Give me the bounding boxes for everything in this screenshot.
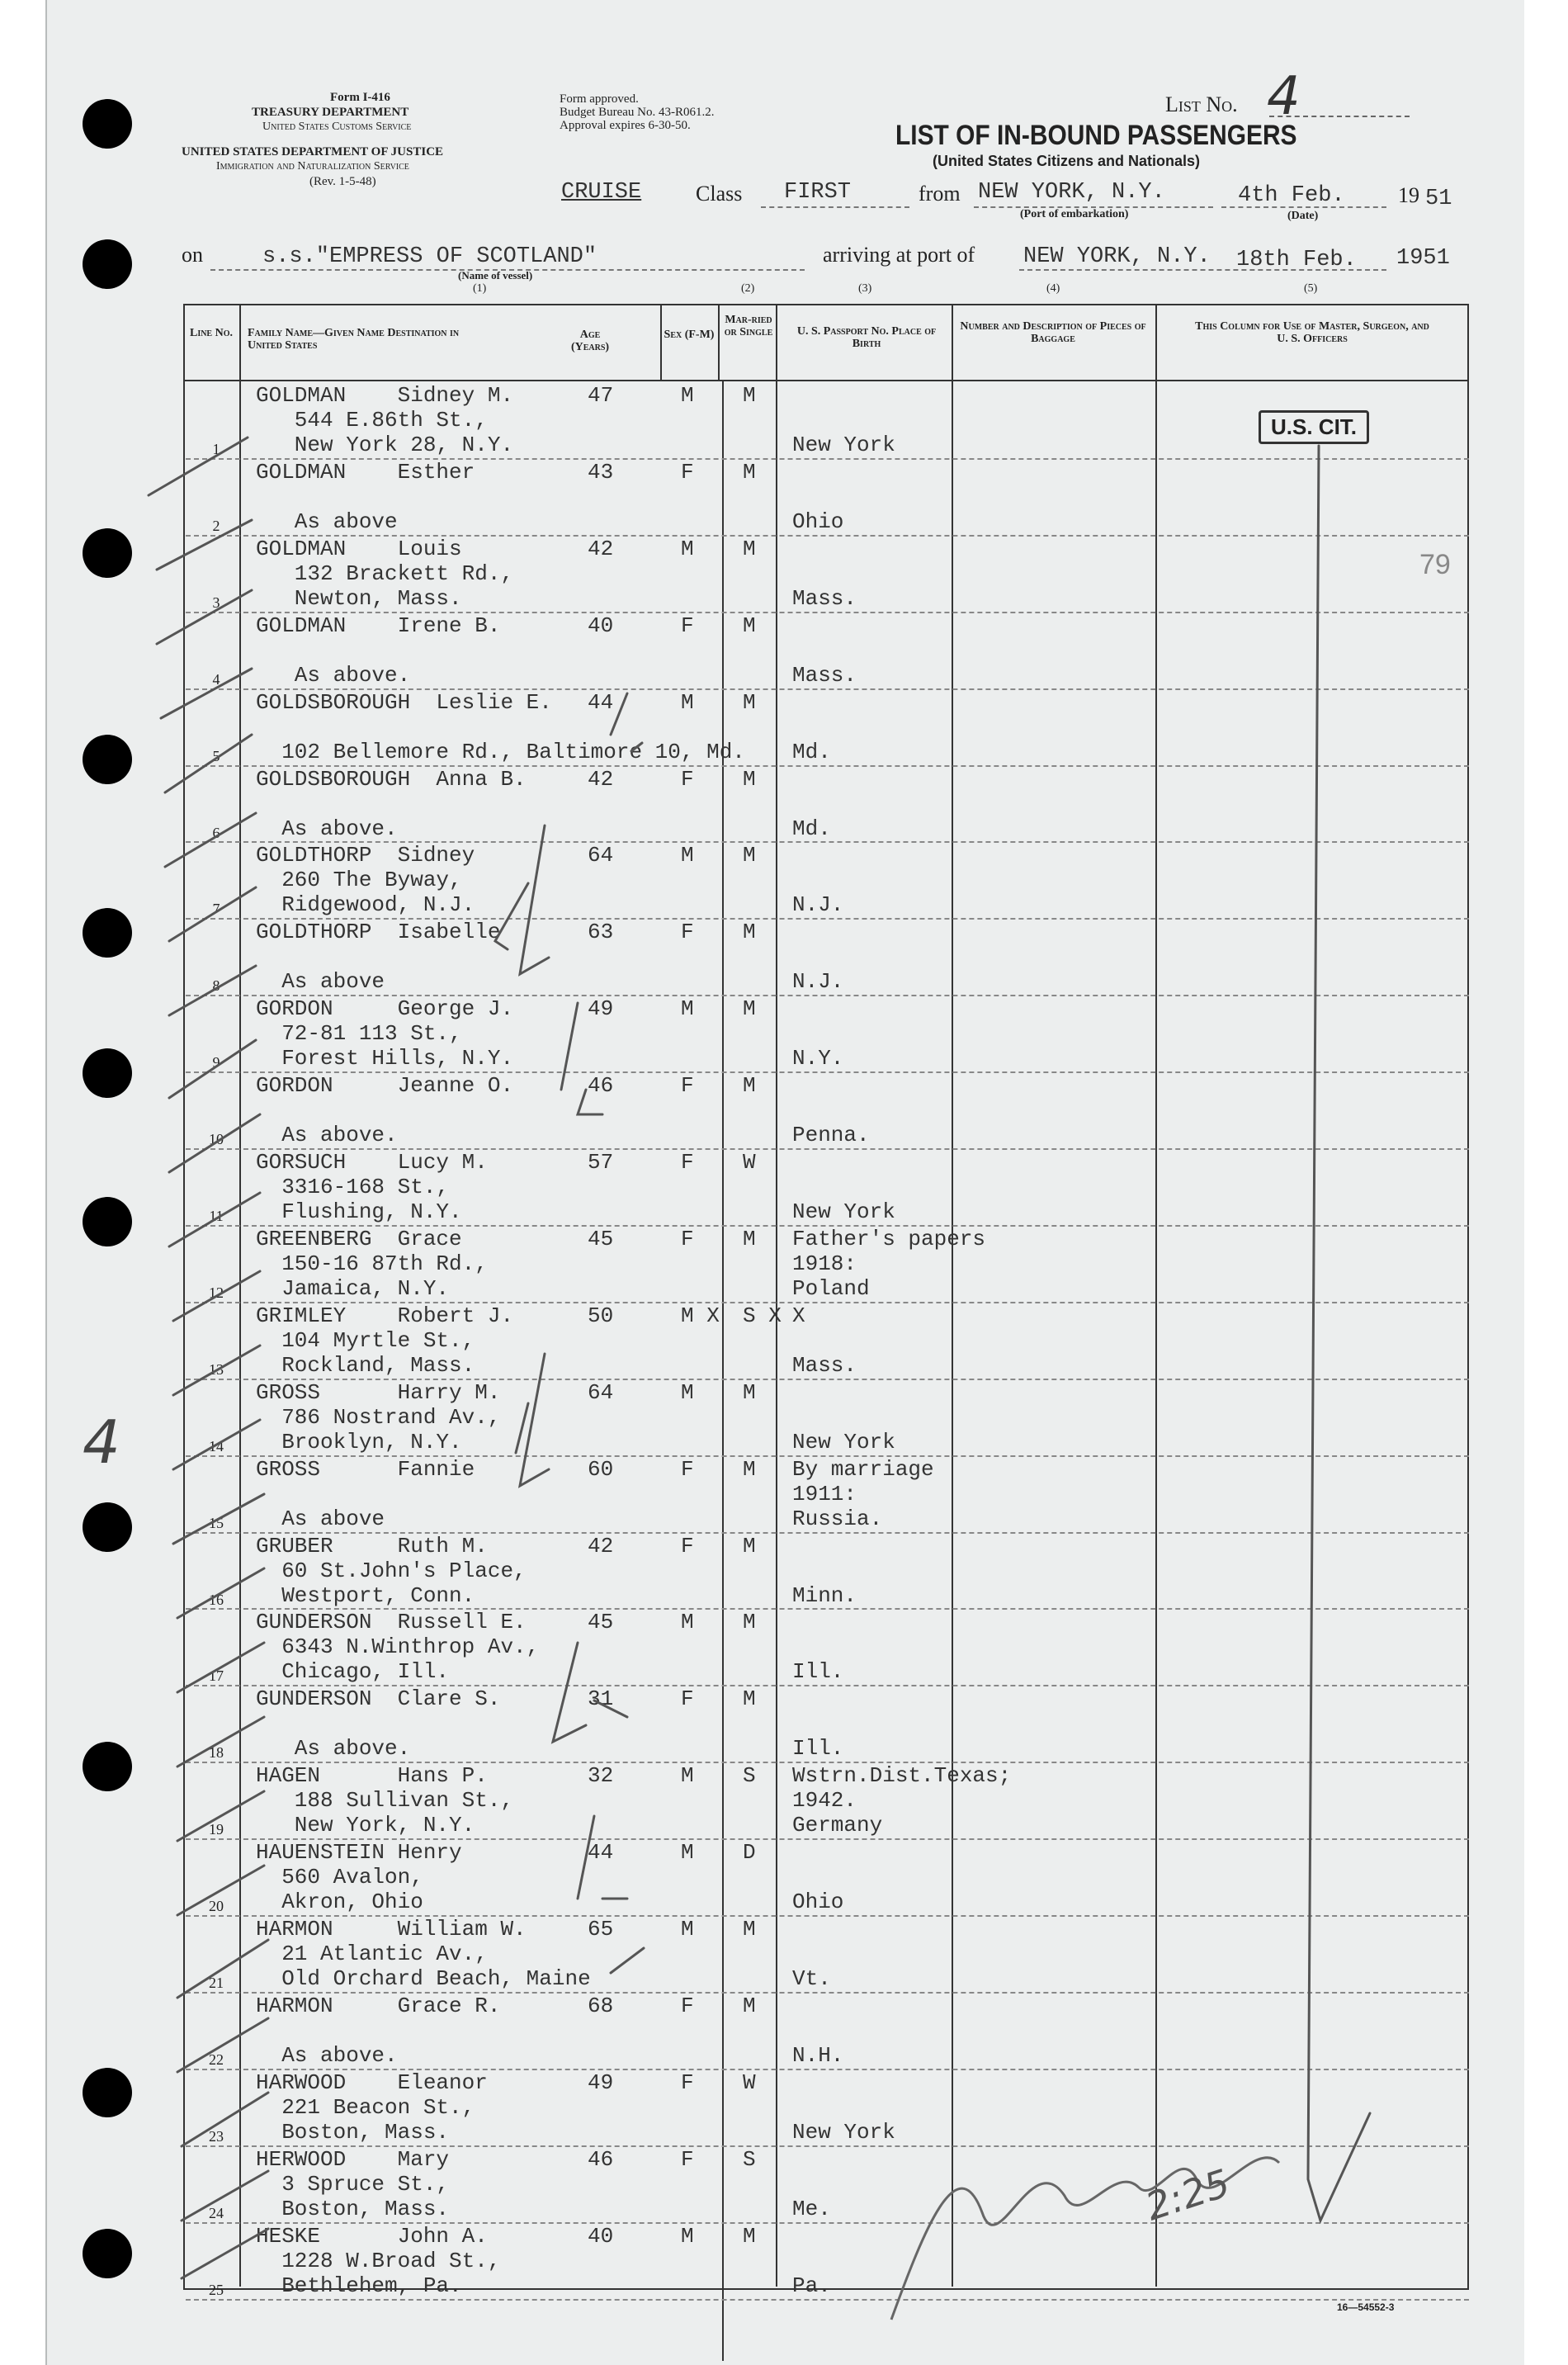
passenger-address-2: Akron, Ohio: [256, 1890, 423, 1915]
ins-service: Immigration and Naturalization Service: [216, 160, 409, 173]
passenger-address-1: 544 E.86th St.,: [256, 408, 488, 433]
passenger-marital-status: W: [743, 1150, 756, 1175]
passenger-marital-status: S X: [743, 1303, 782, 1328]
passenger-address-2: As above.: [256, 1123, 398, 1148]
passenger-marital-status: M: [743, 1226, 756, 1251]
passenger-name: GOLDMAN Sidney M.: [256, 383, 514, 408]
passenger-marital-status: M: [743, 1686, 756, 1712]
passenger-age: 42: [588, 536, 614, 561]
passenger-address-2: As above: [256, 969, 385, 995]
passenger-marital-status: M: [743, 689, 756, 715]
port-caption: (Port of embarkation): [1020, 208, 1129, 220]
passenger-sex: M: [681, 1610, 694, 1635]
passenger-marital-status: M: [743, 613, 756, 638]
passenger-address-1: 72-81 113 St.,: [256, 1021, 462, 1047]
arrival-port: NEW YORK, N.Y.: [1023, 244, 1211, 269]
passenger-marital-status: M: [743, 383, 756, 408]
passenger-age: 44: [588, 1840, 614, 1866]
line-number: 6: [212, 824, 220, 841]
passenger-marital-status: W: [743, 2069, 756, 2095]
passenger-marital-status: M: [743, 1917, 756, 1942]
line-number: 18: [209, 1744, 224, 1762]
header-passport: U. S. Passport No. Place of Birth: [796, 325, 937, 350]
birth-place: New York: [792, 1199, 895, 1224]
passenger-sex: M: [681, 1763, 694, 1789]
birth-place: Vt.: [792, 1966, 831, 1991]
passenger-address-1: 60 St.John's Place,: [256, 1558, 527, 1583]
passenger-name: HAGEN Hans P.: [256, 1763, 488, 1789]
passenger-age: 47: [588, 383, 614, 408]
passenger-address-1: 150-16 87th Rd.,: [256, 1251, 488, 1276]
us-citizen-stamp: U.S. CIT.: [1259, 410, 1369, 444]
passenger-age: 68: [588, 1993, 614, 2018]
justice-dept: UNITED STATES DEPARTMENT OF JUSTICE: [182, 145, 444, 158]
birth-line-2: 1942.: [792, 1788, 857, 1814]
passenger-sex: F: [681, 1226, 694, 1251]
birth-place: Mass.: [792, 662, 857, 688]
passenger-age: 31: [588, 1686, 614, 1712]
passenger-marital-status: M: [743, 996, 756, 1022]
passenger-name: GOLDTHORP Sidney: [256, 843, 475, 868]
birth-place: Poland: [792, 1275, 870, 1301]
passenger-marital-status: S: [743, 1763, 756, 1789]
line-number: 23: [209, 2127, 224, 2145]
approval-line-3: Approval expires 6-30-50.: [560, 119, 691, 132]
passenger-age: 45: [588, 1610, 614, 1635]
passenger-address-2: Chicago, Ill.: [256, 1659, 450, 1685]
passenger-address-1: 786 Nostrand Av.,: [256, 1404, 501, 1430]
passenger-address-2: New York 28, N.Y.: [256, 433, 514, 457]
date-caption: (Date): [1287, 210, 1319, 222]
line-number: 19: [209, 1821, 224, 1838]
passenger-age: 63: [588, 920, 614, 945]
passenger-name: GUNDERSON Clare S.: [256, 1686, 501, 1712]
passenger-name: HARMON William W.: [256, 1917, 527, 1942]
birth-place: N.J.: [792, 892, 844, 918]
birth-place: Me.: [792, 2196, 831, 2221]
passenger-address-1: 21 Atlantic Av.,: [256, 1942, 488, 1966]
form-number: Form I-416: [330, 91, 390, 104]
birth-place: Russia.: [792, 1506, 883, 1531]
birth-place: New York: [792, 2119, 895, 2145]
birth-place: N.Y.: [792, 1046, 844, 1071]
passenger-sex: F: [681, 766, 694, 792]
col-number-2: (2): [741, 282, 755, 295]
passenger-sex: F: [681, 920, 694, 945]
passenger-age: 64: [588, 1379, 614, 1405]
passenger-sex: F: [681, 1456, 694, 1482]
passenger-address-2: As above: [256, 508, 398, 534]
passenger-name: GROSS Harry M.: [256, 1379, 501, 1405]
passenger-age: 50: [588, 1303, 614, 1328]
passenger-sex: F: [681, 1686, 694, 1712]
passenger-name: GOLDSBOROUGH Anna B.: [256, 766, 527, 792]
passenger-name: GUNDERSON Russell E.: [256, 1610, 527, 1635]
birth-place: Mass.: [792, 585, 857, 611]
handwritten-signature: 2:25: [1140, 2160, 1235, 2230]
line-number: 20: [209, 1898, 224, 1915]
passenger-sex: F: [681, 1533, 694, 1559]
birth-place: N.H.: [792, 2042, 844, 2068]
treasury-dept: TREASURY DEPARTMENT: [252, 106, 409, 119]
birth-place: Penna.: [792, 1123, 870, 1148]
passenger-address-2: As above.: [256, 2042, 398, 2068]
passenger-address-2: As above.: [256, 1736, 411, 1762]
passenger-age: 44: [588, 689, 614, 715]
passenger-address-2: Newton, Mass.: [256, 585, 462, 611]
passenger-sex: M: [681, 843, 694, 868]
passenger-age: 57: [588, 1150, 614, 1175]
from-port: NEW YORK, N.Y.: [978, 180, 1165, 205]
line-number: 4: [212, 670, 220, 688]
passenger-marital-status: M: [743, 459, 756, 485]
passenger-age: 42: [588, 1533, 614, 1559]
col-number-1: (1): [473, 282, 487, 295]
birth-line-2: 1911:: [792, 1481, 857, 1507]
passenger-sex: M X: [681, 1303, 720, 1328]
passenger-address-1: 3316-168 St.,: [256, 1175, 450, 1199]
vessel-name: s.s."EMPRESS OF SCOTLAND": [262, 244, 597, 269]
col-number-3: (3): [858, 282, 872, 295]
passenger-sex: M: [681, 1840, 694, 1866]
arriving-label: arriving at port of: [823, 243, 975, 267]
passenger-address-2: Rockland, Mass.: [256, 1352, 475, 1378]
passenger-name: GOLDMAN Louis: [256, 536, 462, 561]
passenger-address-1: 188 Sullivan St.,: [256, 1788, 514, 1814]
birth-line-1: Father's papers: [792, 1226, 986, 1251]
passenger-marital-status: M: [743, 2223, 756, 2249]
passenger-age: 45: [588, 1226, 614, 1251]
passenger-address-1: 3 Spruce St.,: [256, 2171, 450, 2197]
line-number: 22: [209, 2050, 224, 2068]
passenger-age: 46: [588, 1073, 614, 1099]
passenger-name: HAUENSTEIN Henry: [256, 1840, 462, 1866]
passenger-address-2: Forest Hills, N.Y.: [256, 1046, 514, 1071]
line-number: 14: [209, 1437, 224, 1454]
passenger-age: 40: [588, 613, 614, 638]
list-label: List No.: [1165, 92, 1238, 116]
passenger-age: 49: [588, 996, 614, 1022]
passenger-age: 60: [588, 1456, 614, 1482]
passenger-address-1: 260 The Byway,: [256, 868, 462, 893]
line-number: 13: [209, 1360, 224, 1378]
passenger-address-2: Flushing, N.Y.: [256, 1199, 462, 1224]
passenger-sex: M: [681, 2223, 694, 2249]
passenger-address-1: 6343 N.Winthrop Av.,: [256, 1634, 540, 1660]
passenger-name: HESKE John A.: [256, 2223, 488, 2249]
passenger-address-1: 1228 W.Broad St.,: [256, 2248, 501, 2273]
from-year: 51: [1425, 187, 1452, 211]
birth-place: Mass.: [792, 1352, 857, 1378]
class-label: Class: [696, 182, 743, 206]
line-number: 11: [209, 1208, 224, 1224]
vessel-caption: (Name of vessel): [458, 269, 533, 281]
passenger-sex: F: [681, 459, 694, 485]
passenger-age: 40: [588, 2223, 614, 2249]
header-line-no: Line No.: [189, 327, 233, 339]
passenger-name: GOLDMAN Irene B.: [256, 613, 501, 638]
line-number: 21: [209, 1975, 224, 1991]
passenger-address-2: Jamaica, N.Y.: [256, 1275, 450, 1301]
passenger-address-2: Boston, Mass.: [256, 2119, 450, 2145]
arrival-date: 18th Feb.: [1236, 248, 1357, 272]
passenger-address-2: Boston, Mass.: [256, 2196, 450, 2221]
passenger-name: GOLDSBOROUGH Leslie E.: [256, 689, 552, 715]
margin-note: 79: [1419, 549, 1451, 580]
cruise-value: CRUISE: [561, 180, 642, 205]
birth-place: N.J.: [792, 969, 844, 995]
passenger-marital-status: M: [743, 1993, 756, 2018]
line-number: 5: [212, 747, 220, 764]
passenger-address-2: As above.: [256, 662, 411, 688]
passenger-address-2: Ridgewood, N.J.: [256, 892, 475, 918]
passenger-sex: F: [681, 1073, 694, 1099]
passenger-name: GORDON George J.: [256, 996, 514, 1022]
passenger-sex: M: [681, 383, 694, 408]
passenger-sex: F: [681, 1150, 694, 1175]
header-name: Family Name—Given Name Destination in United States: [248, 327, 460, 352]
passenger-age: 46: [588, 2146, 614, 2172]
passenger-age: 42: [588, 766, 614, 792]
passenger-marital-status: M: [743, 843, 756, 868]
line-number: 10: [209, 1131, 224, 1148]
passenger-address-2: As above.: [256, 816, 398, 841]
form-code: 16—54552-3: [1337, 2301, 1395, 2313]
passenger-name: HERWOOD Mary: [256, 2146, 450, 2172]
passenger-address-2: New York, N.Y.: [256, 1813, 475, 1838]
birth-place: Ill.: [792, 1736, 844, 1762]
header-officers: This Column for Use of Master, Surgeon, and U. S. Officers: [1195, 320, 1429, 345]
passenger-address-2: As above: [256, 1506, 385, 1531]
arrival-year: 1951: [1396, 246, 1450, 271]
passenger-marital-status: M: [743, 1073, 756, 1099]
passenger-sex: F: [681, 2146, 694, 2172]
verification-line: [1308, 446, 1370, 2221]
approval-line-1: Form approved.: [560, 92, 639, 106]
birth-place: Ohio: [792, 508, 844, 534]
passenger-sex: F: [681, 613, 694, 638]
revision-date: (Rev. 1-5-48): [309, 175, 376, 188]
passenger-sex: F: [681, 1993, 694, 2018]
passenger-name: GOLDMAN Esther: [256, 459, 475, 485]
passenger-age: 49: [588, 2069, 614, 2095]
passenger-marital-status: M: [743, 766, 756, 792]
col-number-5: (5): [1304, 282, 1318, 295]
line-number: 25: [209, 2281, 224, 2298]
year-prefix: 19: [1398, 183, 1419, 207]
passenger-name: GRIMLEY Robert J.: [256, 1303, 514, 1328]
line-number: 9: [212, 1054, 220, 1071]
on-label: on: [182, 243, 203, 267]
passenger-name: GROSS Fannie: [256, 1456, 475, 1482]
passenger-marital-status: M: [743, 1610, 756, 1635]
passenger-address-2: Old Orchard Beach, Maine: [256, 1966, 591, 1991]
passenger-sex: M: [681, 689, 694, 715]
birth-place: Minn.: [792, 1582, 857, 1608]
header-married: Mar-ried or Single: [724, 314, 773, 338]
col-number-4: (4): [1046, 282, 1060, 295]
passenger-age: 43: [588, 459, 614, 485]
from-date: 4th Feb.: [1238, 183, 1345, 208]
line-number: 7: [212, 901, 220, 918]
passenger-sex: M: [681, 1379, 694, 1405]
passenger-name: GORSUCH Lucy M.: [256, 1150, 488, 1175]
birth-place: Ohio: [792, 1890, 844, 1915]
passenger-address-2: Westport, Conn.: [256, 1582, 475, 1608]
line-number: 2: [212, 517, 220, 534]
passenger-name: HARMON Grace R.: [256, 1993, 501, 2018]
passenger-address-2: Brooklyn, N.Y.: [256, 1429, 462, 1454]
passenger-sex: F: [681, 2069, 694, 2095]
passenger-sex: M: [681, 1917, 694, 1942]
birth-place: New York: [792, 1429, 895, 1454]
line-number: 15: [209, 1514, 224, 1531]
line-number: 1: [212, 441, 220, 457]
birth-place: Germany: [792, 1813, 883, 1838]
passenger-sex: M: [681, 536, 694, 561]
birth-line-2: 1918:: [792, 1251, 857, 1276]
line-number: 8: [212, 977, 220, 995]
passenger-name: GRUBER Ruth M.: [256, 1533, 488, 1559]
line-number: 16: [209, 1591, 224, 1608]
birth-place: New York: [792, 433, 895, 457]
passenger-age: 65: [588, 1917, 614, 1942]
passenger-name: GOLDTHORP Isabelle: [256, 920, 501, 945]
page-subtitle: (United States Citizens and Nationals): [933, 153, 1201, 169]
passenger-marital-status: M: [743, 536, 756, 561]
passenger-name: HARWOOD Eleanor: [256, 2069, 488, 2095]
from-label: from: [919, 182, 961, 206]
birth-line-1: Wstrn.Dist.Texas;: [792, 1763, 1012, 1789]
header-sex: Sex (F-M): [664, 329, 715, 341]
passenger-address-2: Bethlehem, Pa.: [256, 2273, 462, 2298]
line-number: 12: [209, 1284, 224, 1301]
passenger-address-1: 104 Myrtle St.,: [256, 1327, 475, 1353]
approval-line-2: Budget Bureau No. 43-R061.2.: [560, 106, 715, 119]
birth-place: Md.: [792, 739, 831, 764]
passenger-age: 64: [588, 843, 614, 868]
passenger-sex: M: [681, 996, 694, 1022]
check-mark: [495, 883, 528, 949]
list-number: 4: [1267, 66, 1301, 127]
passenger-marital-status: M: [743, 1533, 756, 1559]
passenger-name: GREENBERG Grace: [256, 1226, 462, 1251]
passenger-marital-status: S: [743, 2146, 756, 2172]
line-number: 3: [212, 594, 220, 611]
header-age: Age (Years): [570, 329, 610, 353]
line-number: 17: [209, 1667, 224, 1685]
passenger-marital-status: M: [743, 920, 756, 945]
passenger-age: 32: [588, 1763, 614, 1789]
class-value: FIRST: [784, 180, 852, 205]
birth-place: Md.: [792, 816, 831, 841]
birth-line-1: By marriage: [792, 1456, 934, 1482]
page-title: LIST OF IN-BOUND PASSENGERS: [895, 120, 1297, 151]
header-baggage: Number and Description of Pieces of Baggage: [960, 320, 1146, 345]
passenger-address-1: 132 Brackett Rd.,: [256, 561, 514, 586]
passenger-marital-status: M: [743, 1379, 756, 1405]
passenger-marital-status: D: [743, 1840, 756, 1866]
handwritten-side-number: 4: [83, 1407, 120, 1477]
passenger-name: GORDON Jeanne O.: [256, 1073, 514, 1099]
passenger-address-1: 221 Beacon St.,: [256, 2094, 475, 2120]
passenger-address-2: 102 Bellemore Rd., Baltimore 10, Md.: [256, 739, 745, 764]
line-number: 24: [209, 2204, 224, 2221]
birth-place: Ill.: [792, 1659, 844, 1685]
customs-service: United States Customs Service: [262, 121, 412, 133]
passenger-address-1: 560 Avalon,: [256, 1865, 423, 1890]
birth-place: Pa.: [792, 2273, 831, 2298]
birth-line-1: X: [792, 1303, 805, 1328]
passenger-marital-status: M: [743, 1456, 756, 1482]
